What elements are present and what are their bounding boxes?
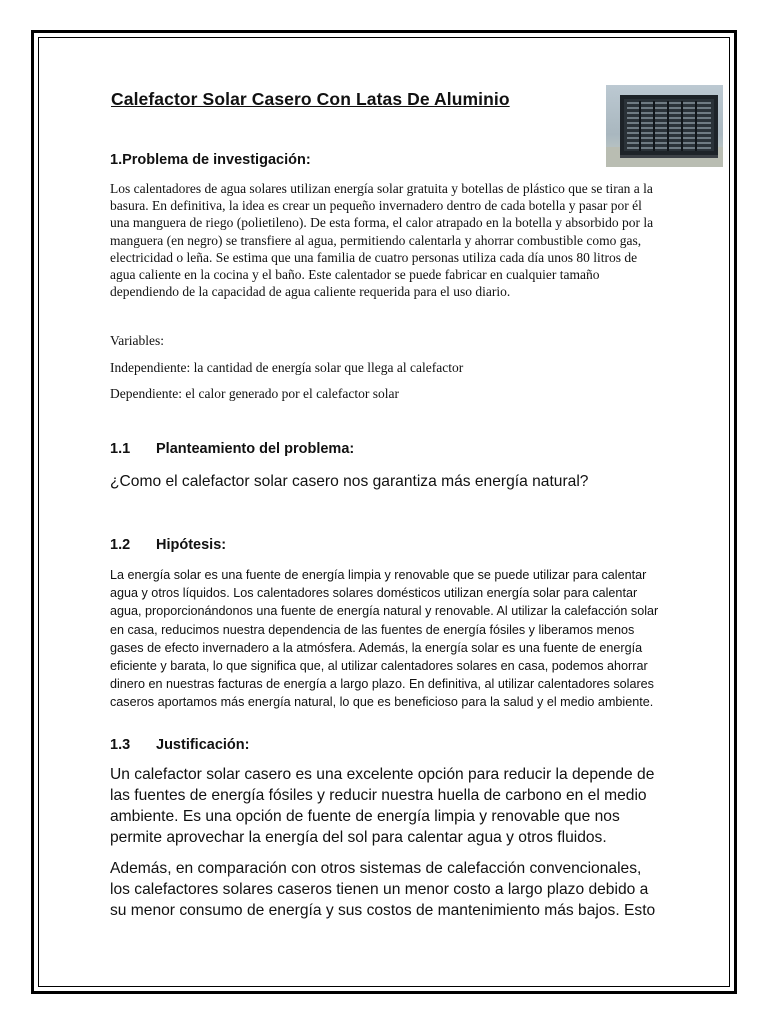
section-number: 1.3 — [110, 737, 131, 753]
document-title: Calefactor Solar Casero Con Latas De Aluminio — [111, 89, 510, 109]
independent-variable: Independiente: la cantidad de energía solar que llega al calefactor — [110, 360, 464, 375]
solar-heater-image — [606, 85, 723, 167]
section-number: 1.2 — [110, 537, 131, 553]
research-question: ¿Como el calefactor solar casero nos garantiza más energía natural? — [110, 473, 589, 490]
section-1-3-heading — [110, 737, 249, 753]
section-1-2-heading — [110, 537, 226, 553]
variables-label: Variables: — [110, 333, 164, 348]
dependent-variable: Dependiente: el calor generado por el calefactor solar — [110, 386, 399, 401]
section-title: Hipótesis: — [156, 537, 227, 553]
section-number: 1.1 — [110, 441, 131, 457]
section-title: Planteamiento del problema: — [156, 441, 355, 457]
solar-heater-photo — [606, 85, 723, 167]
hypothesis-paragraph: La energía solar es una fuente de energía limpia y renovable que se puede utilizar para calentar agua y otros líquidos. Los calentadores solares domésticos utilizan energía solar para calentar agua, proporcionándonos una fuente de energía natural y renovable. Al utilizar la calefacción solar en casa, reducimos nuestra dependencia de las fuentes de energía fósiles y liberamos menos gases de efecto invernadero a la atmósfera. Además, la energía solar es una fuente de energía eficiente y barata, lo que significa que, al utilizar calentadores solares en casa, podemos ahorrar dinero en nuestras facturas de energía a largo plazo. En definitiva, al utilizar calentadores solares caseros aportamos más energía natural, lo que es beneficioso para la salud y el medio ambiente. — [110, 568, 659, 710]
section-1-heading: 1.Problema de investigación: — [110, 152, 311, 168]
section-1-paragraph: Los calentadores de agua solares utilizan energía solar gratuita y botellas de plástico que se tiran a la basura. En definitiva, la idea es crear un pequeño invernadero dentro de cada botella y pasar por él una manguera de riego (polietileno). De esta forma, el calor atrapado en la botella y absorbido por la manguera (en negro) se transfiere al agua, permitiendo calentarla y ahorrar combustible como gas, electricidad o leña. Se estima que una familia de cuatro personas utiliza cada día unos 80 litros de agua caliente en la cocina y el baño. Este calentador se puede fabricar en cualquier tamaño dependiendo de la capacidad de agua caliente requerida para el uso diario. — [110, 181, 654, 300]
section-1-1-heading — [110, 441, 354, 457]
justification-paragraph-2: Además, en comparación con otros sistemas de calefacción convencionales, los calefactores solares caseros tienen un menor costo a largo plazo debido a su menor consumo de energía y sus costos de mantenimiento más bajos. Esto — [110, 860, 656, 919]
justification-paragraph-1: Un calefactor solar casero es una excelente opción para reducir la depende de las fuentes de energía fósiles y reducir nuestra huella de carbono en el medio ambiente. Es una opción de fuente de energía limpia y renovable que nos permite aprovechar la energía del sol para calentar agua y otros fluidos. — [110, 766, 655, 846]
section-title: Justificación: — [156, 737, 250, 753]
